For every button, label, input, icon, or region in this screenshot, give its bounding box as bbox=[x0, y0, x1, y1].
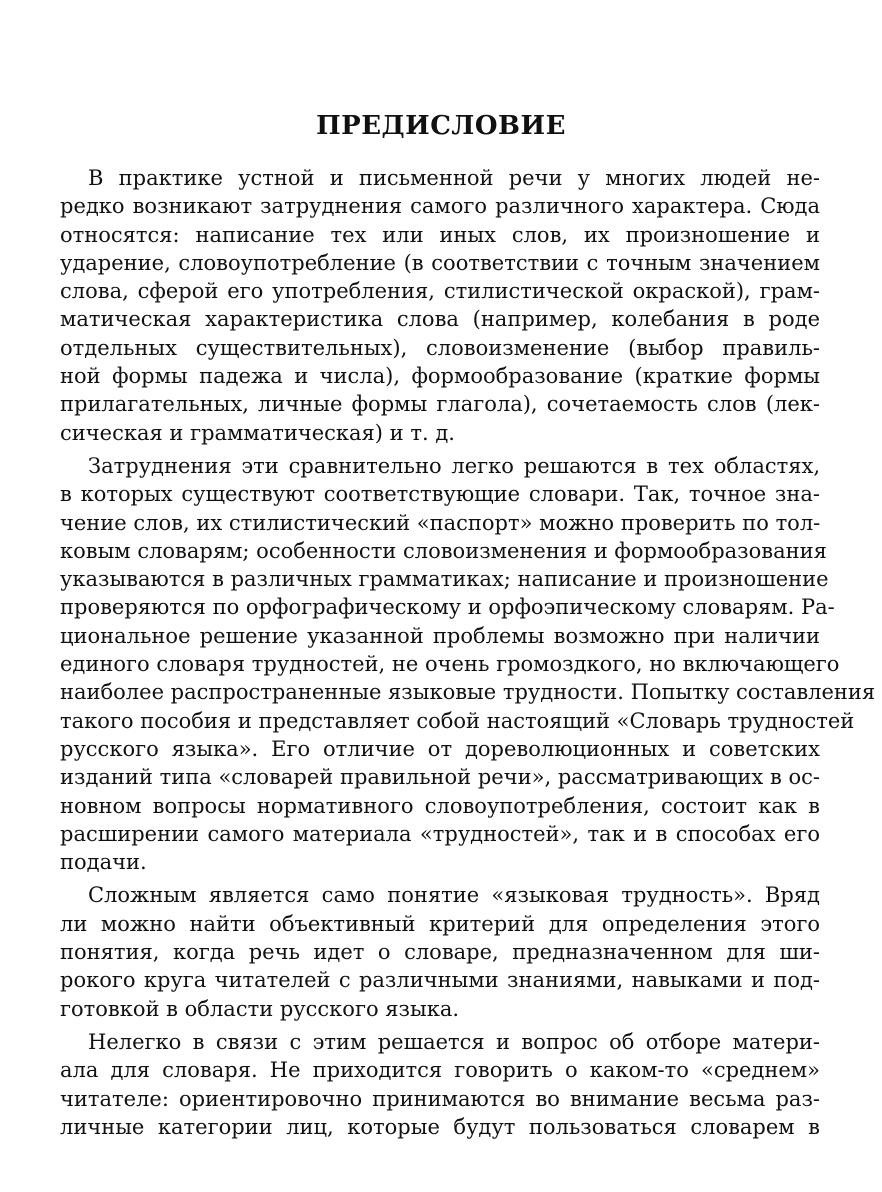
text-line: понятия, когда речь идет о словаре, предназначенном для ши- bbox=[60, 940, 820, 965]
paragraph bbox=[60, 164, 820, 447]
text-line: ли можно найти объективный критерий для определения этого bbox=[60, 911, 820, 936]
text-line: единого словаря трудностей, не очень громоздкого, но включающего bbox=[60, 652, 840, 677]
text-line: расширении самого материала «трудностей», так и в способах его bbox=[60, 821, 820, 846]
text-line: наиболее распространенные языковые трудности. Попытку составления bbox=[60, 680, 876, 705]
text-line: рокого круга читателей с различными знаниями, навыками и под- bbox=[60, 968, 820, 993]
text-line: чение слов, их стилистический «паспорт» можно проверить по тол- bbox=[60, 510, 821, 535]
text-line: матическая характеристика слова (например, колебания в роде bbox=[60, 307, 820, 332]
text-line: слова, сферой его употребления, стилистической окраской), грам- bbox=[60, 279, 820, 304]
text-line: такого пособия и представляет собой настоящий «Словарь трудностей bbox=[60, 708, 855, 733]
text-line: читателе: ориентировочно принимаются во внимание весьма раз- bbox=[60, 1086, 820, 1111]
text-line: циональное решение указанной проблемы возможно при наличии bbox=[60, 623, 820, 648]
text-line: относятся: написание тех или иных слов, их произношение и bbox=[60, 222, 820, 247]
text-line: редко возникают затруднения самого различного характера. Сюда bbox=[60, 194, 820, 219]
text-line: готовкой в области русского языка. bbox=[60, 996, 460, 1021]
text-line: ной формы падежа и числа), формообразование (краткие формы bbox=[60, 364, 820, 389]
text-line: Нелегко в связи с этим решается и вопрос об отборе матери- bbox=[88, 1029, 820, 1054]
text-line: указываются в различных грамматиках; написание и произношение bbox=[60, 567, 829, 592]
text-line: русского языка». Его отличие от дореволюционных и советских bbox=[60, 736, 820, 761]
text-line: проверяются по орфографическому и орфоэпическому словарям. Ра- bbox=[60, 595, 835, 620]
paragraph bbox=[60, 881, 820, 1022]
text-line: Затруднения эти сравнительно легко решаются в тех областях, bbox=[88, 453, 820, 478]
text-line: личные категории лиц, которые будут пользоваться словарем в bbox=[60, 1114, 820, 1139]
text-line: Сложным является само понятие «языковая трудность». Вряд bbox=[88, 883, 820, 908]
page-title: ПРЕДИСЛОВИЕ bbox=[316, 111, 566, 141]
text-line: ковым словарям; особенности словоизменения и формообразования bbox=[60, 538, 827, 563]
text-line: новном вопросы нормативного словоупотребления, состоит как в bbox=[60, 793, 820, 818]
text-line: сическая и грамматическая) и т. д. bbox=[60, 420, 455, 445]
text-line: отдельных существительных), словоизменение (выбор правиль- bbox=[60, 335, 820, 360]
text-line: ала для словаря. Не приходится говорить о каком-то «среднем» bbox=[60, 1058, 820, 1083]
preface-body bbox=[60, 164, 876, 1141]
paragraph bbox=[60, 1028, 820, 1141]
text-line: подачи. bbox=[60, 850, 147, 875]
text-line: изданий типа «словарей правильной речи», рассматривающих в ос- bbox=[60, 765, 820, 790]
text-line: В практике устной и письменной речи у многих людей не- bbox=[88, 166, 820, 190]
text-line: ударение, словоупотребление (в соответствии с точным значением bbox=[60, 250, 820, 275]
paragraph bbox=[60, 452, 876, 876]
text-line: в которых существуют соответствующие словари. Так, точное зна- bbox=[60, 482, 820, 507]
text-line: прилагательных, личные формы глагола), сочетаемость слов (лек- bbox=[60, 392, 820, 417]
